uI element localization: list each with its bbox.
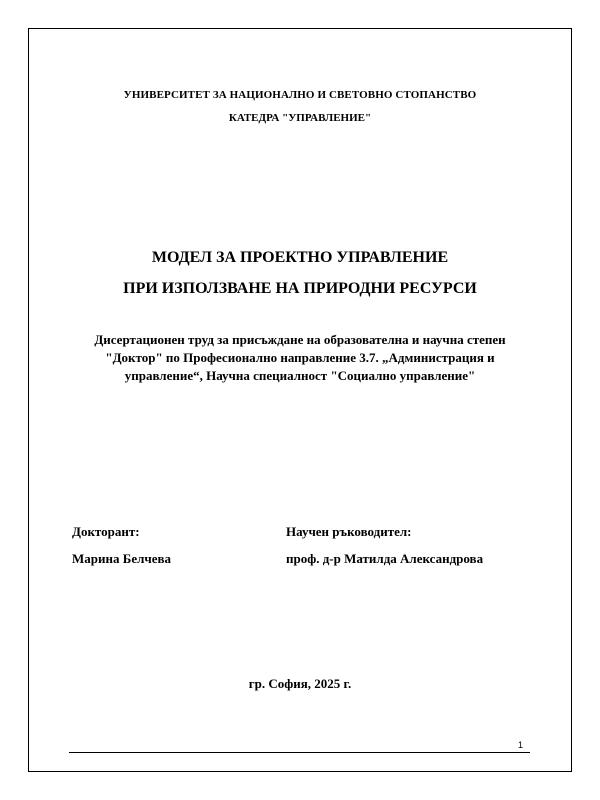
thesis-title-line-2: ПРИ ИЗПОЛЗВАНЕ НА ПРИРОДНИ РЕСУРСИ: [123, 280, 477, 297]
thesis-description-line-1: Дисертационен труд за присъждане на образователна и научна степен: [94, 332, 506, 347]
thesis-title-line-1: МОДЕЛ ЗА ПРОЕКТНО УПРАВЛЕНИЕ: [151, 249, 449, 266]
advisor-label: Научен ръководител:: [286, 524, 412, 539]
university-name: УНИВЕРСИТЕТ ЗА НАЦИОНАЛНО И СВЕТОВНО СТОПАНСТВО: [123, 89, 477, 101]
footer-divider: [69, 752, 530, 753]
place-and-date: гр. София, 2025 г.: [248, 676, 352, 691]
thesis-description: [60, 331, 540, 385]
page-number: 1: [518, 740, 524, 750]
advisor-name: проф. д-р Матилда Александрова: [286, 551, 484, 566]
doctorant-name: Марина Белчева: [72, 551, 172, 566]
department-name: КАТЕДРА "УПРАВЛЕНИЕ": [228, 112, 372, 124]
thesis-description-line-3: управление“, Научна специалност "Социално управление": [124, 368, 476, 383]
thesis-description-line-2: "Доктор" по Професионално направление 3.7. „Администрация и: [105, 350, 495, 365]
doctorant-label: Докторант:: [72, 524, 140, 539]
page-border: [28, 28, 572, 772]
